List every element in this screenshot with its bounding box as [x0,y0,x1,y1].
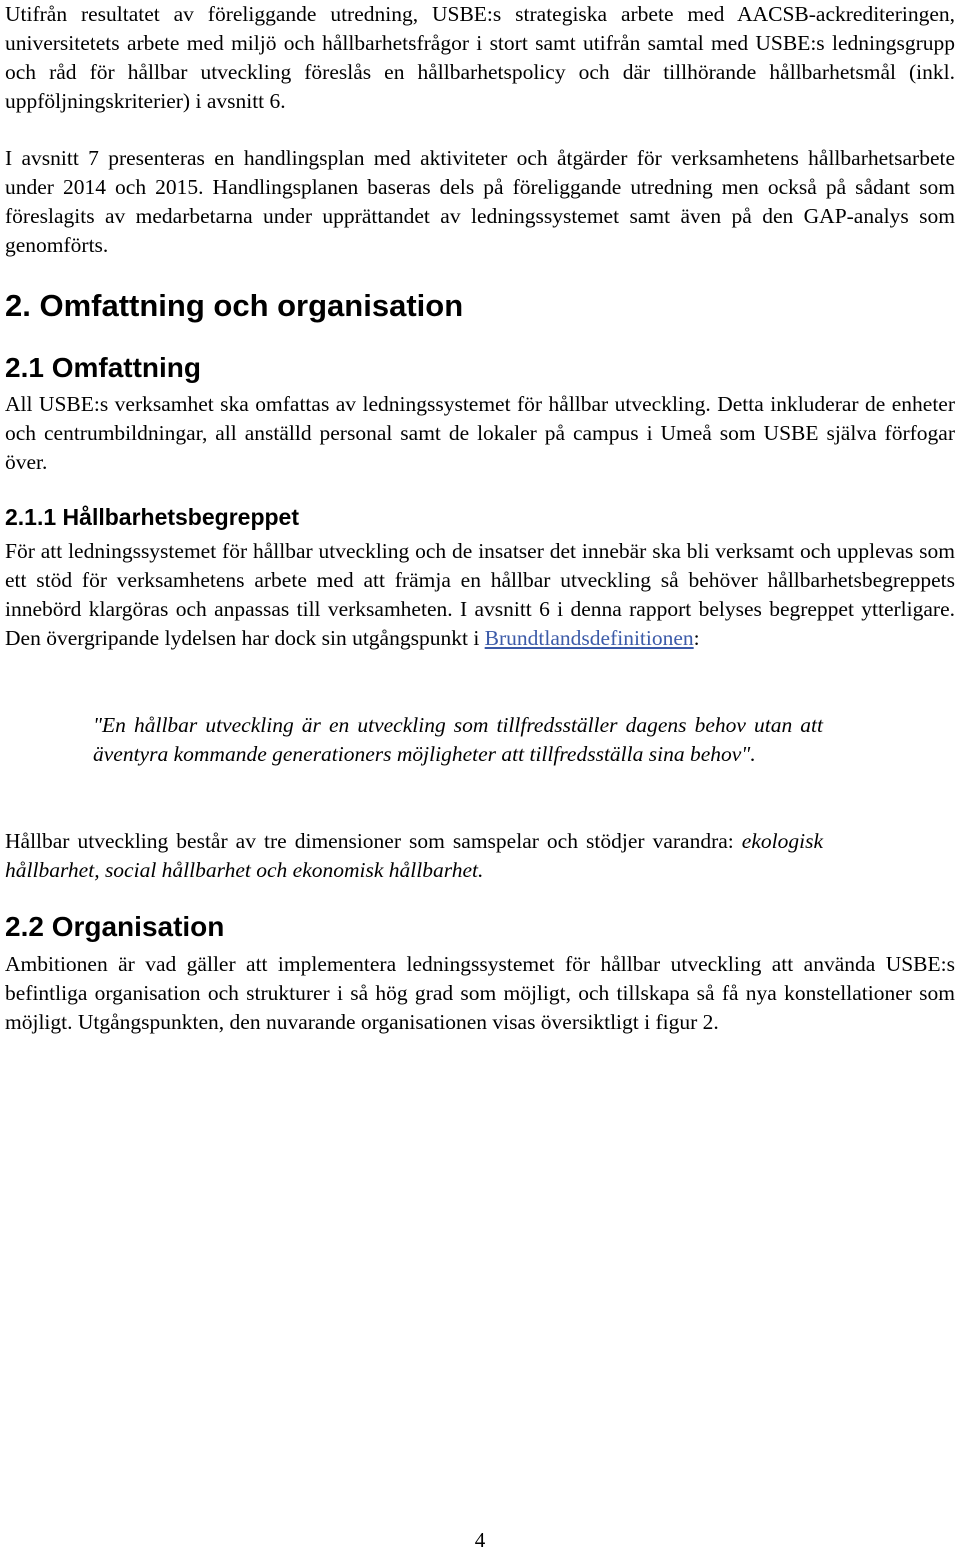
dimensions-paragraph [5,827,823,885]
heading-omfattning: 2.1 Omfattning [5,352,202,383]
heading-organisation: 2.2 Organisation [5,911,225,942]
brundtland-quote: "En hållbar utveckling är en utveckling som tillfredsställer dagens behov utan att äventyra kommande generationers möjligheter att tillfredsställa sina behov". [93,713,823,766]
page-number: 4 [474,1528,486,1552]
organisation-paragraph: Ambitionen är vad gäller att implementera ledningssystemet för hållbar utveckling att använda USBE:s befintliga organisation och strukturer i så hög grad som möjligt, och tillskapa så få nya konstellationer som möjligt. Utgångspunkten, den nuvarande organisationen visas översiktligt i figur 2. [5,952,955,1034]
brundtland-link[interactable]: Brundtlandsdefinitionen [484,626,694,650]
section7-paragraph: I avsnitt 7 presenteras en handlingsplan med aktiviteter och åtgärder för verksamhetens hållbarhetsarbete under 2014 och 2015. Handlingsplanen baseras dels på föreliggande utredning men också på sådant som föreslagits av medarbetarna under upprättandet av ledningssystemet samt även på den GAP-analys som genomförts. [5,146,955,257]
omfattning-paragraph: All USBE:s verksamhet ska omfattas av ledningssystemet för hållbar utveckling. Detta inkluderar de enheter och centrumbildningar, all anställd personal samt de lokaler på campus i Umeå som USBE själva förfogar över. [5,392,955,474]
heading-omfattning-och-organisation: 2. Omfattning och organisation [5,288,464,323]
intro-paragraph: Utifrån resultatet av föreliggande utredning, USBE:s strategiska arbete med AACSB-ackrediteringen, universitetets arbete med miljö och hållbarhetsfrågor i stort samt utifrån samtal med USBE:s ledningsgrupp och råd för hållbar utveckling föreslås en hållbarhetspolicy och där tillhörande hållbarhetsmål (inkl. uppföljningskriterier) i avsnitt 6. [5,2,955,113]
hallbarhetsbegreppet-text: För att ledningssystemet för hållbar utveckling och de insatser det innebär ska bli verksamt och upplevas som ett stöd för verksamhetens arbete med att främja en hållbar utveckling så behöver hållbarhetsbegreppets innebörd klargöras och anpassas till verksamheten. I avsnitt 6 i denna rapport belyses begreppet ytterligare. Den övergripande lydelsen har dock sin utgångspunkt i [5,539,955,650]
hallbarhetsbegreppet-paragraph [5,537,955,653]
hallbarhetsbegreppet-colon: : [693,626,700,650]
dimensions-list: ekologisk hållbarhet, social hållbarhet och ekonomisk hållbarhet. [5,829,823,882]
heading-hallbarhetsbegreppet: 2.1.1 Hållbarhetsbegreppet [5,504,299,530]
dimensions-intro: Hållbar utveckling består av tre dimensioner som samspelar och stödjer varandra: [5,829,742,853]
